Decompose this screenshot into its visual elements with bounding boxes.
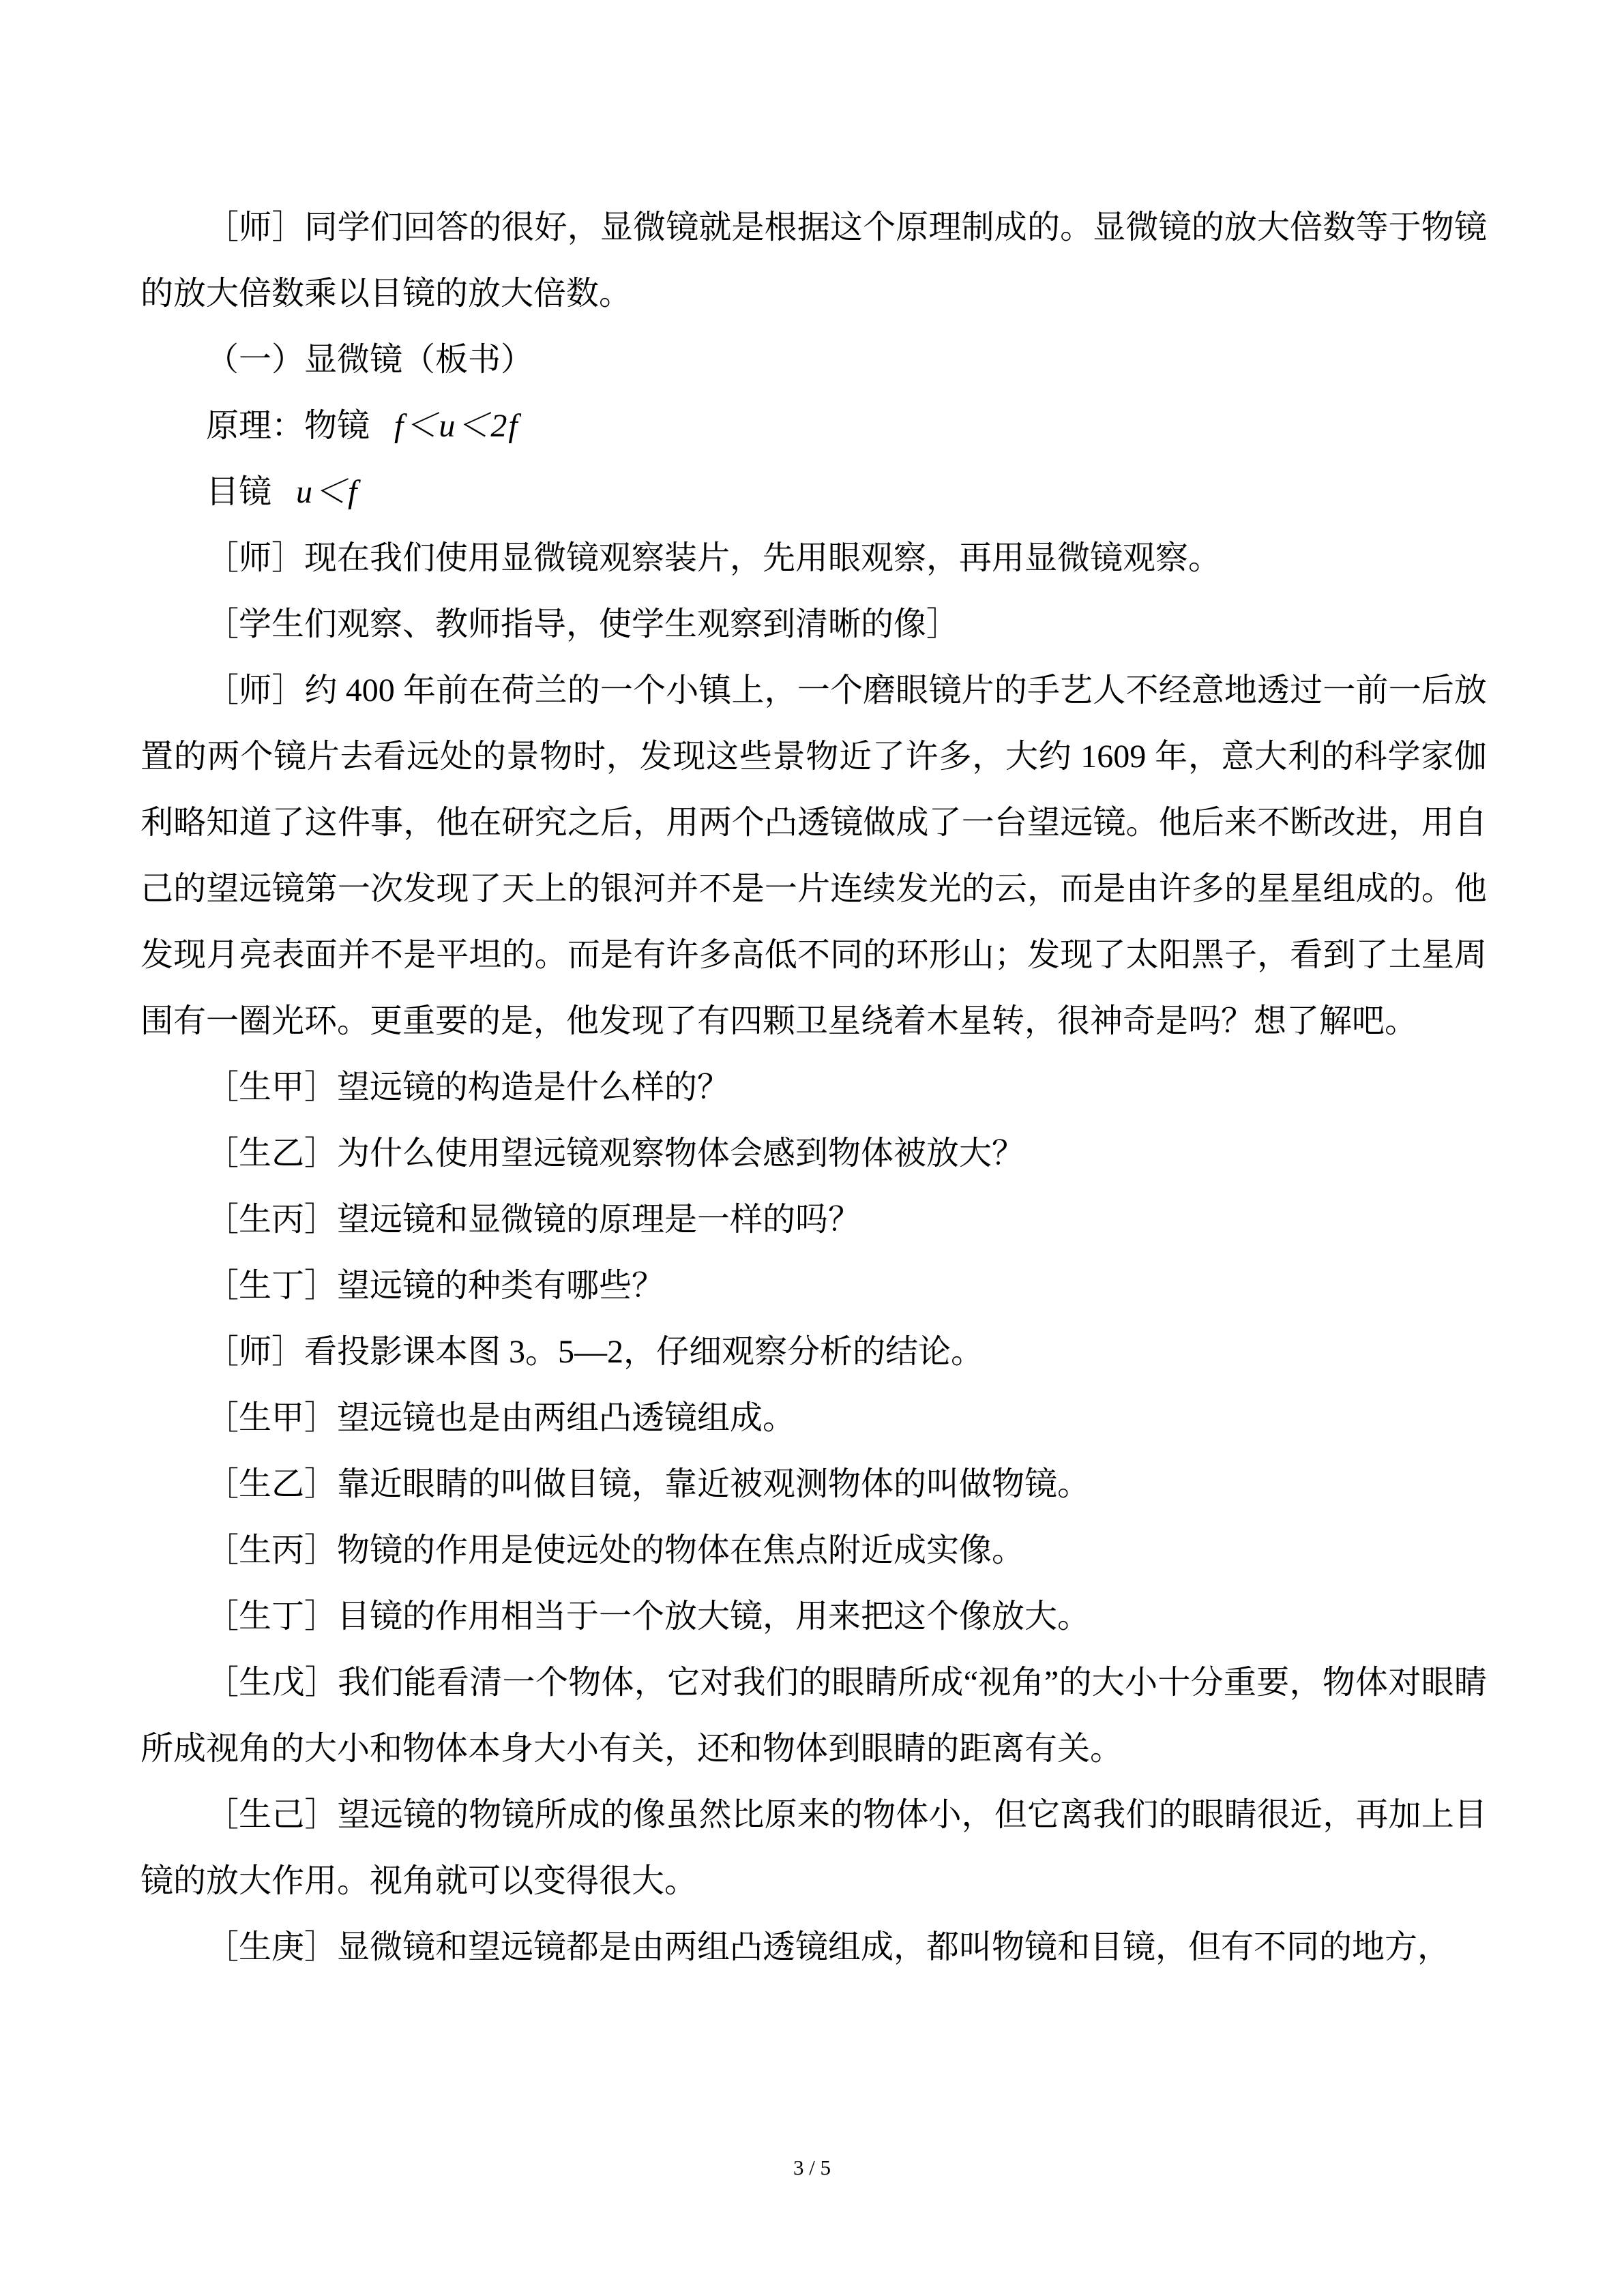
paragraph-student-a-question: ［生甲］望远镜的构造是什么样的？ xyxy=(206,1069,730,1105)
paragraph-principle-eyepiece xyxy=(141,459,1487,525)
paragraph-heading-microscope: （一）显微镜（板书） xyxy=(206,342,534,378)
paragraph-student-b-answer: ［生乙］靠近眼睛的叫做目镜，靠近被观测物体的叫做物镜。 xyxy=(206,1466,1091,1502)
paragraph-teacher-telescope-history: ［师］约 400 年前在荷兰的一个小镇上，一个磨眼镜片的手艺人不经意地透过一前一后放置的两个镜片去看远处的景物时，发现这些景物近了许多，大约 1609 年，意大利的科学家伽利略知道了这件事，他在研究之后，用两个凸透镜做成了一台望远镜。他后来不断改进，用自己的望远镜第一次发现了天上的银河并不是一片连续发光的云，而是由许多的星星组成的。他发现月亮表面并不是平坦的。而是有许多高低不同的环形山；发现了太阳黑子，看到了土星周围有一圈光环。更重要的是，他发现了有四颗卫星绕着木星转，很神奇是吗？想了解吧。 xyxy=(141,672,1487,1039)
paragraph-student-d-question: ［生丁］望远镜的种类有哪些？ xyxy=(206,1268,665,1304)
paragraph-stage-direction: ［学生们观察、教师指导，使学生观察到清晰的像］ xyxy=(206,606,960,642)
paragraph-teacher-observe-slide: ［师］现在我们使用显微镜观察装片，先用眼观察，再用显微镜观察。 xyxy=(206,540,1222,576)
paragraph-student-d-answer: ［生丁］目镜的作用相当于一个放大镜，用来把这个像放大。 xyxy=(206,1598,1091,1635)
paragraph-student-f-answer: ［生己］望远镜的物镜所成的像虽然比原来的物体小，但它离我们的眼睛很近，再加上目镜的放大作用。视角就可以变得很大。 xyxy=(141,1797,1487,1899)
principle-eyepiece-label: 目镜 xyxy=(206,474,272,510)
principle-objective-label: 原理：物镜 xyxy=(206,408,370,444)
paragraph-student-g-answer: ［生庚］显微镜和望远镜都是由两组凸透镜组成，都叫物镜和目镜，但有不同的地方， xyxy=(206,1929,1451,1965)
paragraph-student-e-answer: ［生戊］我们能看清一个物体，它对我们的眼睛所成“视角”的大小十分重要，物体对眼睛所成视角的大小和物体本身大小有关，还和物体到眼睛的距离有关。 xyxy=(141,1665,1487,1767)
eyepiece-lens-formula: u＜f xyxy=(296,474,359,510)
paragraph-principle-objective xyxy=(141,393,1487,459)
paragraph-student-c-answer: ［生丙］物镜的作用是使远处的物体在焦点附近成实像。 xyxy=(206,1532,1025,1568)
paragraph-student-b-question: ［生乙］为什么使用望远镜观察物体会感到物体被放大？ xyxy=(206,1135,1025,1172)
document-body xyxy=(141,194,1487,1980)
paragraph-student-c-question: ［生丙］望远镜和显微镜的原理是一样的吗？ xyxy=(206,1202,861,1238)
paragraph-teacher-microscope-intro: ［师］同学们回答的很好，显微镜就是根据这个原理制成的。显微镜的放大倍数等于物镜的放大倍数乘以目镜的放大倍数。 xyxy=(141,209,1487,312)
objective-lens-formula: f＜u＜2f xyxy=(394,408,519,444)
paragraph-student-a-answer: ［生甲］望远镜也是由两组凸透镜组成。 xyxy=(206,1400,796,1436)
page-number: 3 / 5 xyxy=(793,2156,831,2179)
paragraph-teacher-figure-reference: ［师］看投影课本图 3。5—2，仔细观察分析的结论。 xyxy=(206,1334,984,1370)
